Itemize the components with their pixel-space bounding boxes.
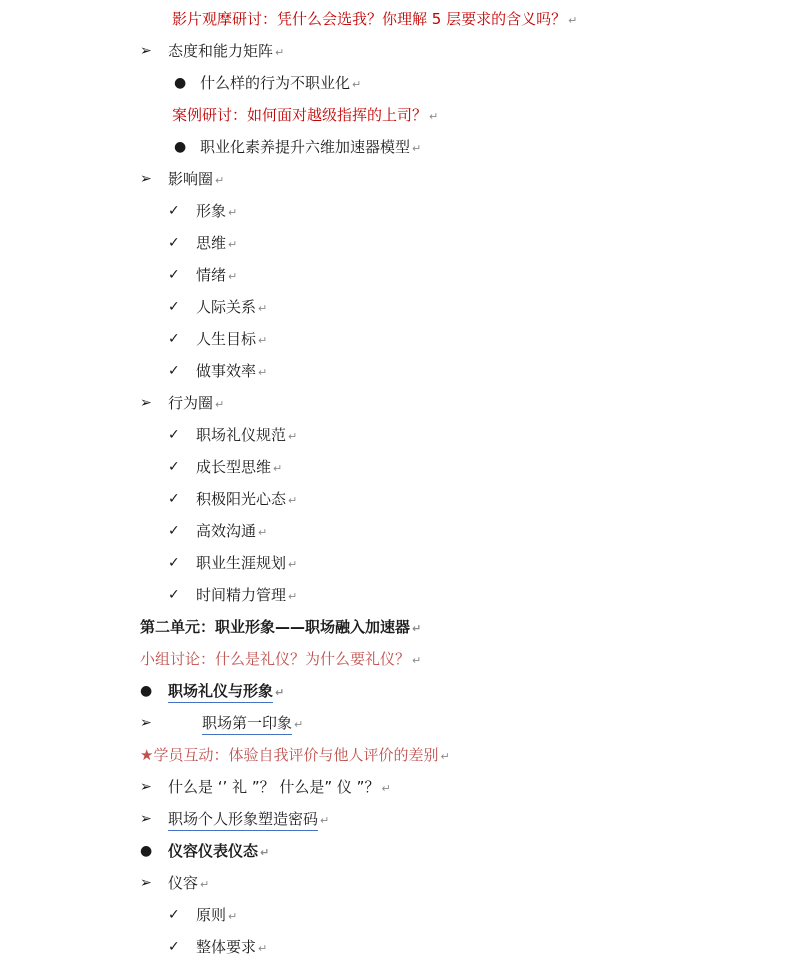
list-item (168, 520, 267, 542)
interaction-heading (140, 744, 450, 766)
line-text: 积极阳光心态 (196, 490, 287, 508)
list-item (168, 296, 267, 318)
dot-bullet-icon: ● (174, 75, 187, 91)
line-text: 形象 (196, 202, 227, 220)
paragraph-mark-icon: ↵ (273, 462, 283, 475)
line-text: 职业生涯规划 (196, 554, 287, 572)
list-item (168, 488, 297, 510)
paragraph-mark-icon: ↵ (215, 398, 225, 411)
check-bullet-icon: ✓ (168, 491, 180, 507)
list-item (174, 72, 361, 94)
paragraph-mark-icon: ↵ (258, 366, 268, 379)
list-item (168, 232, 237, 254)
check-bullet-icon: ✓ (168, 939, 180, 955)
line-text: 做事效率 (196, 362, 257, 380)
check-bullet-icon: ✓ (168, 299, 180, 315)
list-item (168, 456, 282, 478)
check-bullet-icon: ✓ (168, 459, 180, 475)
paragraph-mark-icon: ↵ (288, 430, 298, 443)
line-text: 情绪 (196, 266, 227, 284)
list-item (140, 808, 329, 830)
paragraph-mark-icon: ↵ (258, 302, 268, 315)
paragraph-mark-icon: ↵ (260, 846, 270, 859)
line-text: 职场礼仪与形象 (168, 680, 273, 703)
check-bullet-icon: ✓ (168, 363, 180, 379)
paragraph-mark-icon: ↵ (294, 718, 304, 731)
check-bullet-icon: ✓ (168, 555, 180, 571)
line-text: 态度和能力矩阵 (168, 42, 274, 60)
paragraph-mark-icon: ↵ (275, 686, 285, 699)
line-text: 什么样的行为不职业化 (200, 74, 351, 92)
paragraph-mark-icon: ↵ (568, 14, 578, 27)
paragraph-mark-icon: ↵ (320, 814, 330, 827)
line-text: 高效沟通 (196, 522, 257, 540)
list-item (168, 200, 237, 222)
paragraph-mark-icon: ↵ (258, 334, 268, 347)
check-bullet-icon: ✓ (168, 427, 180, 443)
line-text: 案例研讨：如何面对越级指挥的上司？ (172, 106, 428, 124)
list-item (168, 264, 237, 286)
dot-bullet-icon: ● (140, 843, 153, 859)
paragraph-mark-icon: ↵ (228, 238, 238, 251)
discussion-heading (140, 648, 421, 670)
check-bullet-icon: ✓ (168, 235, 180, 251)
paragraph-mark-icon: ↵ (258, 526, 268, 539)
line-text: 仪容仪表仪态 (168, 842, 259, 860)
list-item (168, 424, 297, 446)
list-item (168, 328, 267, 350)
paragraph-mark-icon: ↵ (228, 910, 238, 923)
paragraph-mark-icon: ↵ (200, 878, 210, 891)
line-text: 什么是 ‘’ 礼 ”？ 什么是” 仪 ”？ (168, 778, 380, 796)
list-item (168, 584, 297, 606)
check-bullet-icon: ✓ (168, 587, 180, 603)
arrow-bullet-icon: ➢ (140, 811, 152, 827)
line-text: ★学员互动：体验自我评价与他人评价的差别 (140, 746, 439, 764)
paragraph-mark-icon: ↵ (288, 494, 298, 507)
line-text: 职业化素养提升六维加速器模型 (200, 138, 411, 156)
arrow-bullet-icon: ➢ (140, 715, 152, 731)
list-item (174, 136, 421, 158)
line-text: 整体要求 (196, 938, 257, 956)
paragraph-mark-icon: ↵ (429, 110, 439, 123)
dot-bullet-icon: ● (140, 683, 153, 699)
list-item (168, 360, 267, 382)
line-text: 人际关系 (196, 298, 257, 316)
dot-bullet-icon: ● (174, 139, 187, 155)
paragraph-mark-icon: ↵ (228, 270, 238, 283)
case-heading (172, 104, 438, 126)
paragraph-mark-icon: ↵ (381, 782, 391, 795)
paragraph-mark-icon: ↵ (288, 590, 298, 603)
line-text: 成长型思维 (196, 458, 272, 476)
line-text: 影片观摩研讨：凭什么会选我？你理解 5 层要求的含义吗？ (172, 10, 567, 28)
paragraph-mark-icon: ↵ (228, 206, 238, 219)
paragraph-mark-icon: ↵ (440, 750, 450, 763)
list-item (140, 712, 303, 734)
list-item (140, 680, 284, 702)
list-item (140, 392, 224, 414)
list-item (168, 936, 267, 958)
arrow-bullet-icon: ➢ (140, 875, 152, 891)
list-item (140, 40, 284, 62)
line-text: 人生目标 (196, 330, 257, 348)
paragraph-mark-icon: ↵ (288, 558, 298, 571)
line-text: 第二单元：职业形象——职场融入加速器 (140, 618, 411, 636)
case-heading-film (172, 8, 577, 30)
line-text: 思维 (196, 234, 227, 252)
line-text: 职场第一印象 (202, 712, 292, 735)
arrow-bullet-icon: ➢ (140, 779, 152, 795)
line-text: 时间精力管理 (196, 586, 287, 604)
line-text: 原则 (196, 906, 227, 924)
section-heading (140, 616, 421, 638)
check-bullet-icon: ✓ (168, 907, 180, 923)
paragraph-mark-icon: ↵ (215, 174, 225, 187)
arrow-bullet-icon: ➢ (140, 43, 152, 59)
list-item (140, 776, 391, 798)
line-text: 职场礼仪规范 (196, 426, 287, 444)
paragraph-mark-icon: ↵ (352, 78, 362, 91)
list-item (140, 168, 224, 190)
check-bullet-icon: ✓ (168, 523, 180, 539)
list-item (140, 872, 209, 894)
arrow-bullet-icon: ➢ (140, 395, 152, 411)
paragraph-mark-icon: ↵ (412, 654, 422, 667)
line-text: 小组讨论：什么是礼仪？为什么要礼仪？ (140, 650, 411, 668)
line-text: 影响圈 (168, 170, 214, 188)
arrow-bullet-icon: ➢ (140, 171, 152, 187)
line-text: 行为圈 (168, 394, 214, 412)
paragraph-mark-icon: ↵ (258, 942, 268, 955)
paragraph-mark-icon: ↵ (412, 142, 422, 155)
list-item (140, 840, 269, 862)
line-text: 职场个人形象塑造密码 (168, 808, 318, 831)
check-bullet-icon: ✓ (168, 203, 180, 219)
line-text: 仪容 (168, 874, 199, 892)
list-item (168, 552, 297, 574)
check-bullet-icon: ✓ (168, 331, 180, 347)
paragraph-mark-icon: ↵ (412, 622, 422, 635)
check-bullet-icon: ✓ (168, 267, 180, 283)
paragraph-mark-icon: ↵ (275, 46, 285, 59)
list-item (168, 904, 237, 926)
